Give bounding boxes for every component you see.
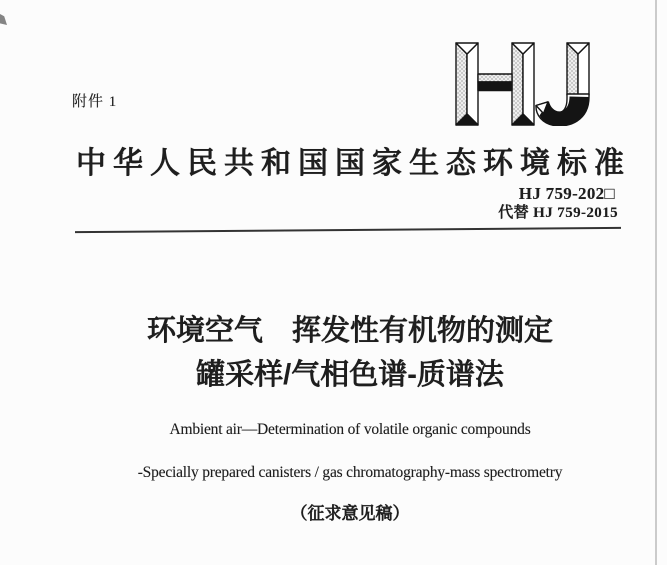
hj-logo bbox=[455, 42, 592, 126]
scan-page-edge-line bbox=[655, 0, 657, 565]
english-title-line2: -Specially prepared canisters / gas chromatography-mass spectrometry bbox=[137, 464, 563, 481]
header-rule bbox=[75, 227, 621, 234]
english-title-line1: Ambient air—Determination of volatile organic compounds bbox=[169, 421, 531, 438]
chinese-title-line2: 罐采样/气相色谱-质谱法 bbox=[196, 359, 504, 391]
chinese-title-line1: 环境空气 挥发性有机物的测定 bbox=[146, 315, 553, 347]
replaces-note: 代替 HJ 759-2015 bbox=[498, 205, 618, 221]
attachment-label: 附件 1 bbox=[72, 94, 118, 110]
draft-status-label: （征求意见稿） bbox=[290, 504, 410, 523]
standard-code: HJ 759-202□ bbox=[518, 184, 615, 203]
scan-corner-artifact bbox=[0, 14, 7, 25]
national-standard-heading: 中华人民共和国国家生态环境标准 bbox=[76, 147, 631, 180]
